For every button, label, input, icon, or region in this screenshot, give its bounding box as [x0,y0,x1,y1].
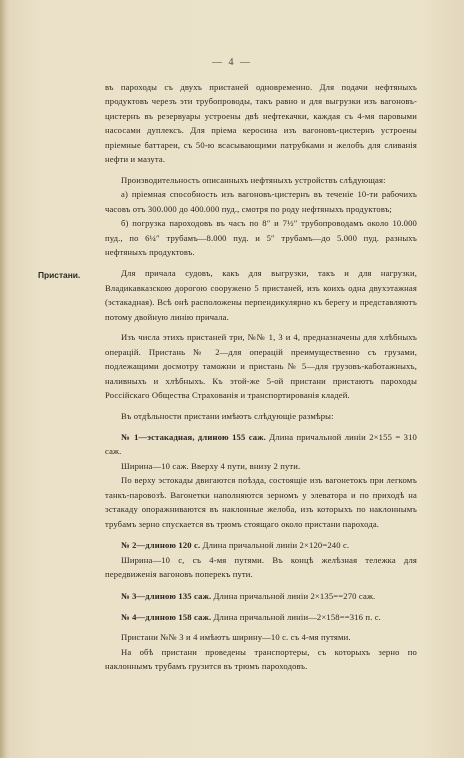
pier-3-length: Длина причальной линіи 2×135==270 саж. [211,590,376,601]
paragraph: Въ отдѣльности пристани имѣютъ слѣдующіе размѣры: [121,410,334,421]
paragraph: Изъ числа этихъ пристаней три, №№ 1, 3 и 4, предназначены для хлѣбныхъ операцій. Пристань № 2—для операцій преимущественно съ грузами, подлежащими досмотру таможни и пристань № 5—для грузовъ-каботажныхъ, наливныхъ и хлѣбныхъ. Къ этой-же 5-ой пристани пристаютъ пароходы Россійскаго Общества Страхованія и транспортированія кладей. [105,332,417,401]
pier-4-entry [105,610,417,624]
pier-4-length: Длина причальной линіи—2×158==316 п. с. [211,611,381,622]
pier-1-entry [105,430,417,459]
paragraph: въ пароходы съ двухъ пристаней одновременно. Для подачи нефтяныхъ продуктовъ черезъ эти трубопроводы, такъ равно и для выгрузки изъ вагоновъ-цистернъ въ резервуары устроены двѣ нефтекачки, каждая съ 4-мя паровыми насосами дуплексъ. Для пріема керосина изъ вагоновъ-цистернъ устроены пріемные баттареи, съ 50-ю всасывающими патрубками и желобъ для сливанія нефти и мазута. [105,82,417,165]
paragraph: По верху эстокады двигаются поѣзда, состоящіе изъ вагонетокъ при легкомъ танкъ-паровозѣ. Вагонетки наполняются зерномъ у элеватора и по приходѣ на эстакаду опоражниваются въ наклонные желоба, изъ которыхъ по наклоннымъ трубамъ зерно спускается въ трюмъ стоящаго около пристани парохода. [105,475,417,529]
pier-2-title: № 2—длиною 120 с. [121,540,201,551]
paragraph: Пристани №№ 3 и 4 имѣютъ ширину—10 с. съ 4-мя путями. [121,632,351,643]
pier-1-title: № 1—эстакадная, длиною 155 саж. [121,431,266,442]
list-item: а) пріемная способность изъ вагоновъ-цистернъ въ теченіе 10-ти рабочихъ часовъ отъ 300.000 до 400.000 пуд., смотря по роду нефтяныхъ продуктовъ; [105,189,417,214]
paragraph: Ширина—10 с, съ 4-мя путями. Въ концѣ желѣзная тележка для передвиженія вагоновъ поперекъ пути. [105,554,417,580]
paragraph: На обѣ пристани проведены транспортеры, съ которыхъ зерно по наклоннымъ трубамъ грузится въ трюмъ пароходовъ. [105,646,417,672]
pier-2-entry [105,538,417,552]
page-body [105,80,417,674]
pier-3-entry [105,589,417,603]
paragraph: Производительность описанныхъ нефтяныхъ устройствъ слѣдующая: [121,174,386,185]
pier-3-title: № 3—длиною 135 саж. [121,590,212,601]
pier-2-length: Длина причальной линіи 2×120=240 с. [200,540,350,551]
book-spine-shadow [0,0,6,758]
list-item: б) погрузка пароходовъ въ часъ по 8″ и 7½″ трубопроводамъ около 10.000 пуд., по 6¼″ трубамъ—8.000 пуд. и 5″ трубамъ—до 5.000 пуд. разныхъ нефтяныхъ продуктовъ. [105,218,417,257]
pier-4-title: № 4—длиною 158 саж. [121,611,212,622]
page-number: — 4 — [212,57,252,68]
paragraph: Для причала судовъ, какъ для выгрузки, такъ и для нагрузки, Владикавказскою дорогою сооружено 5 пристаней, изъ коихъ одна двухэтажная (эстакадная). Всѣ онѣ расположены перпендикулярно къ берегу и представляютъ потому двойную линію причала. [105,268,417,322]
paragraph: Ширина—10 саж. Вверху 4 пути, внизу 2 пути. [121,460,301,471]
margin-heading: Пристани. [38,270,81,280]
pier-1-length: Длина причальной линіи 2×155 = 310 саж. [105,431,417,457]
